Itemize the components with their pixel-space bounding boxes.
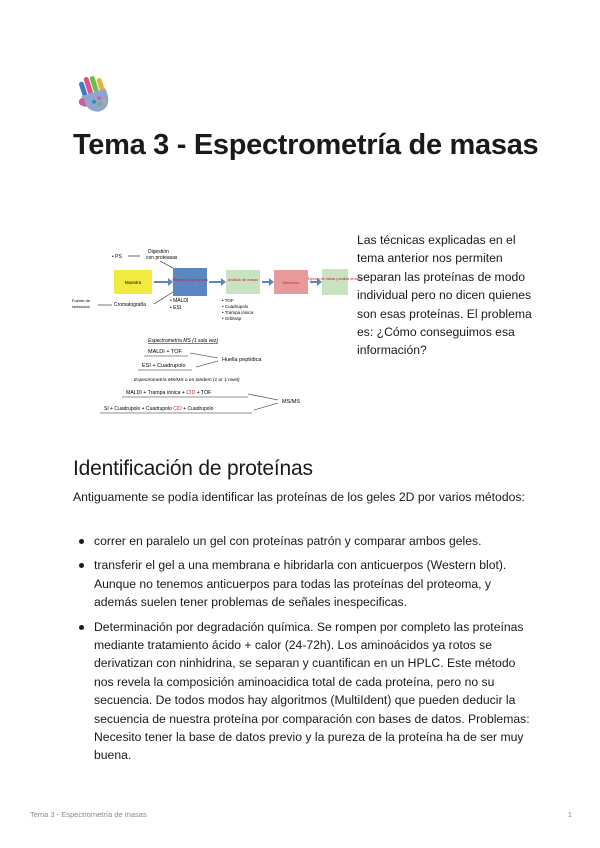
hw-line6-a: MALDI + Trampa iónica + [126,390,185,396]
hw-line6-b: CID [186,390,196,396]
note-esi: • ESI [170,305,182,311]
page-number: 1 [567,810,572,819]
svg-text:Espectro de masas y análisis d: Espectro de masas y análisis de datos [307,277,363,281]
bullet-icon [79,539,84,544]
hw-line2: MALDI + TOF [148,349,182,355]
note-digestion-2: con proteasas [146,255,178,261]
note-cromatografia: Cromatografía [114,302,146,308]
note-fuente-1: Fuente de [72,298,91,303]
list-item [73,556,535,611]
section-heading: Identificación de proteínas [73,457,313,480]
hw-line3: ESI + Cuadrupolo [142,363,186,369]
hw-line7-a: SI + Cuadrupolo + Cuadrupolo [104,406,172,412]
note-tof: • TOF [222,298,234,303]
footer-title: Tema 3 - Espectrometría de masas [30,810,147,819]
methods-list [73,532,535,771]
svg-text:SI + Cuadrupolo + Cuadrupolo [104,406,214,412]
hw-line8: MS/MS [282,399,301,405]
note-digestion-1: Digestión [148,249,169,255]
svg-text:MALDI + Trampa iónica + [126,390,211,396]
aside-paragraph: Las técnicas explicadas en el tema anterior nos permiten separan las proteínas de modo individual pero no dicen quienes son esas proteínas. El problema es: ¿Cómo conseguimos esa información? [357,233,532,358]
section-intro: Antiguamente se podía identificar las proteínas de los geles 2D por varios métodos: [73,490,525,504]
hand-icon [74,74,116,116]
svg-text:Muestra: Muestra [124,280,142,285]
note-trampa: • Trampa iónica [222,310,254,315]
bullet-icon [79,625,84,630]
list-item-text: Determinación por degradación química. Se rompen por completo las proteínas mediante tratamiento ácido + calor (24-72h). Los aminoácidos ya rotos se derivatizan con ninhidrina, se separan y cuantifican en un HPLC. Este método nos revela la composición aminoacidica total de cada proteína, pero no su secuencia. De todos modos hay algoritmos (MultiIdent) que pueden deducir la secuencia de nuestra proteína por comparación con bases de datos. Problemas: Necesito tener la base de datos previo y la pureza de la proteína ha de ser muy buena. [94,619,530,763]
page-title: Tema 3 - Espectrometría de masas [73,129,539,161]
note-orbitrap: • Orbitrap [222,316,242,321]
hw-line7-c: + Cuadrupolo [183,406,214,412]
note-cuadrupolo: • Cuadrupolo [222,304,249,309]
list-item [73,618,535,765]
node-espectro [322,269,348,295]
svg-text:Separación proteínas: Separación proteínas [171,278,209,282]
svg-text:Detección: Detección [282,281,300,285]
list-item-text: transferir el gel a una membrana e hibridarla con anticuerpos (Western blot). Aunque no tenemos anticuerpos para todas las proteínas del proteoma, y además suelen tener problemas de señales inespecificas. [94,558,507,610]
mass-spec-diagram [70,240,363,420]
note-maldi: • MALDI [170,298,189,304]
node-analisis-masas [226,270,260,294]
note-fuente-2: ionización [72,304,90,309]
list-item [73,532,535,550]
hw-line6-c: + TOF [196,390,212,396]
hw-line4: Huella peptídica [222,357,262,363]
hw-line1: Espectrometría MS (1 sola vez) [148,338,219,344]
hw-line7-b: CID [173,406,182,412]
list-item-text: correr en paralelo un gel con proteínas patrón y comparar ambos geles. [94,534,482,548]
hw-line5: Espectrometría MS/MS o en tándem (1 or 1 nivel) [134,378,240,383]
node-separacion [173,268,207,296]
note-ps: • PS [112,254,122,260]
bullet-icon [79,563,84,568]
svg-text:Análisis de masas: Análisis de masas [227,278,259,282]
